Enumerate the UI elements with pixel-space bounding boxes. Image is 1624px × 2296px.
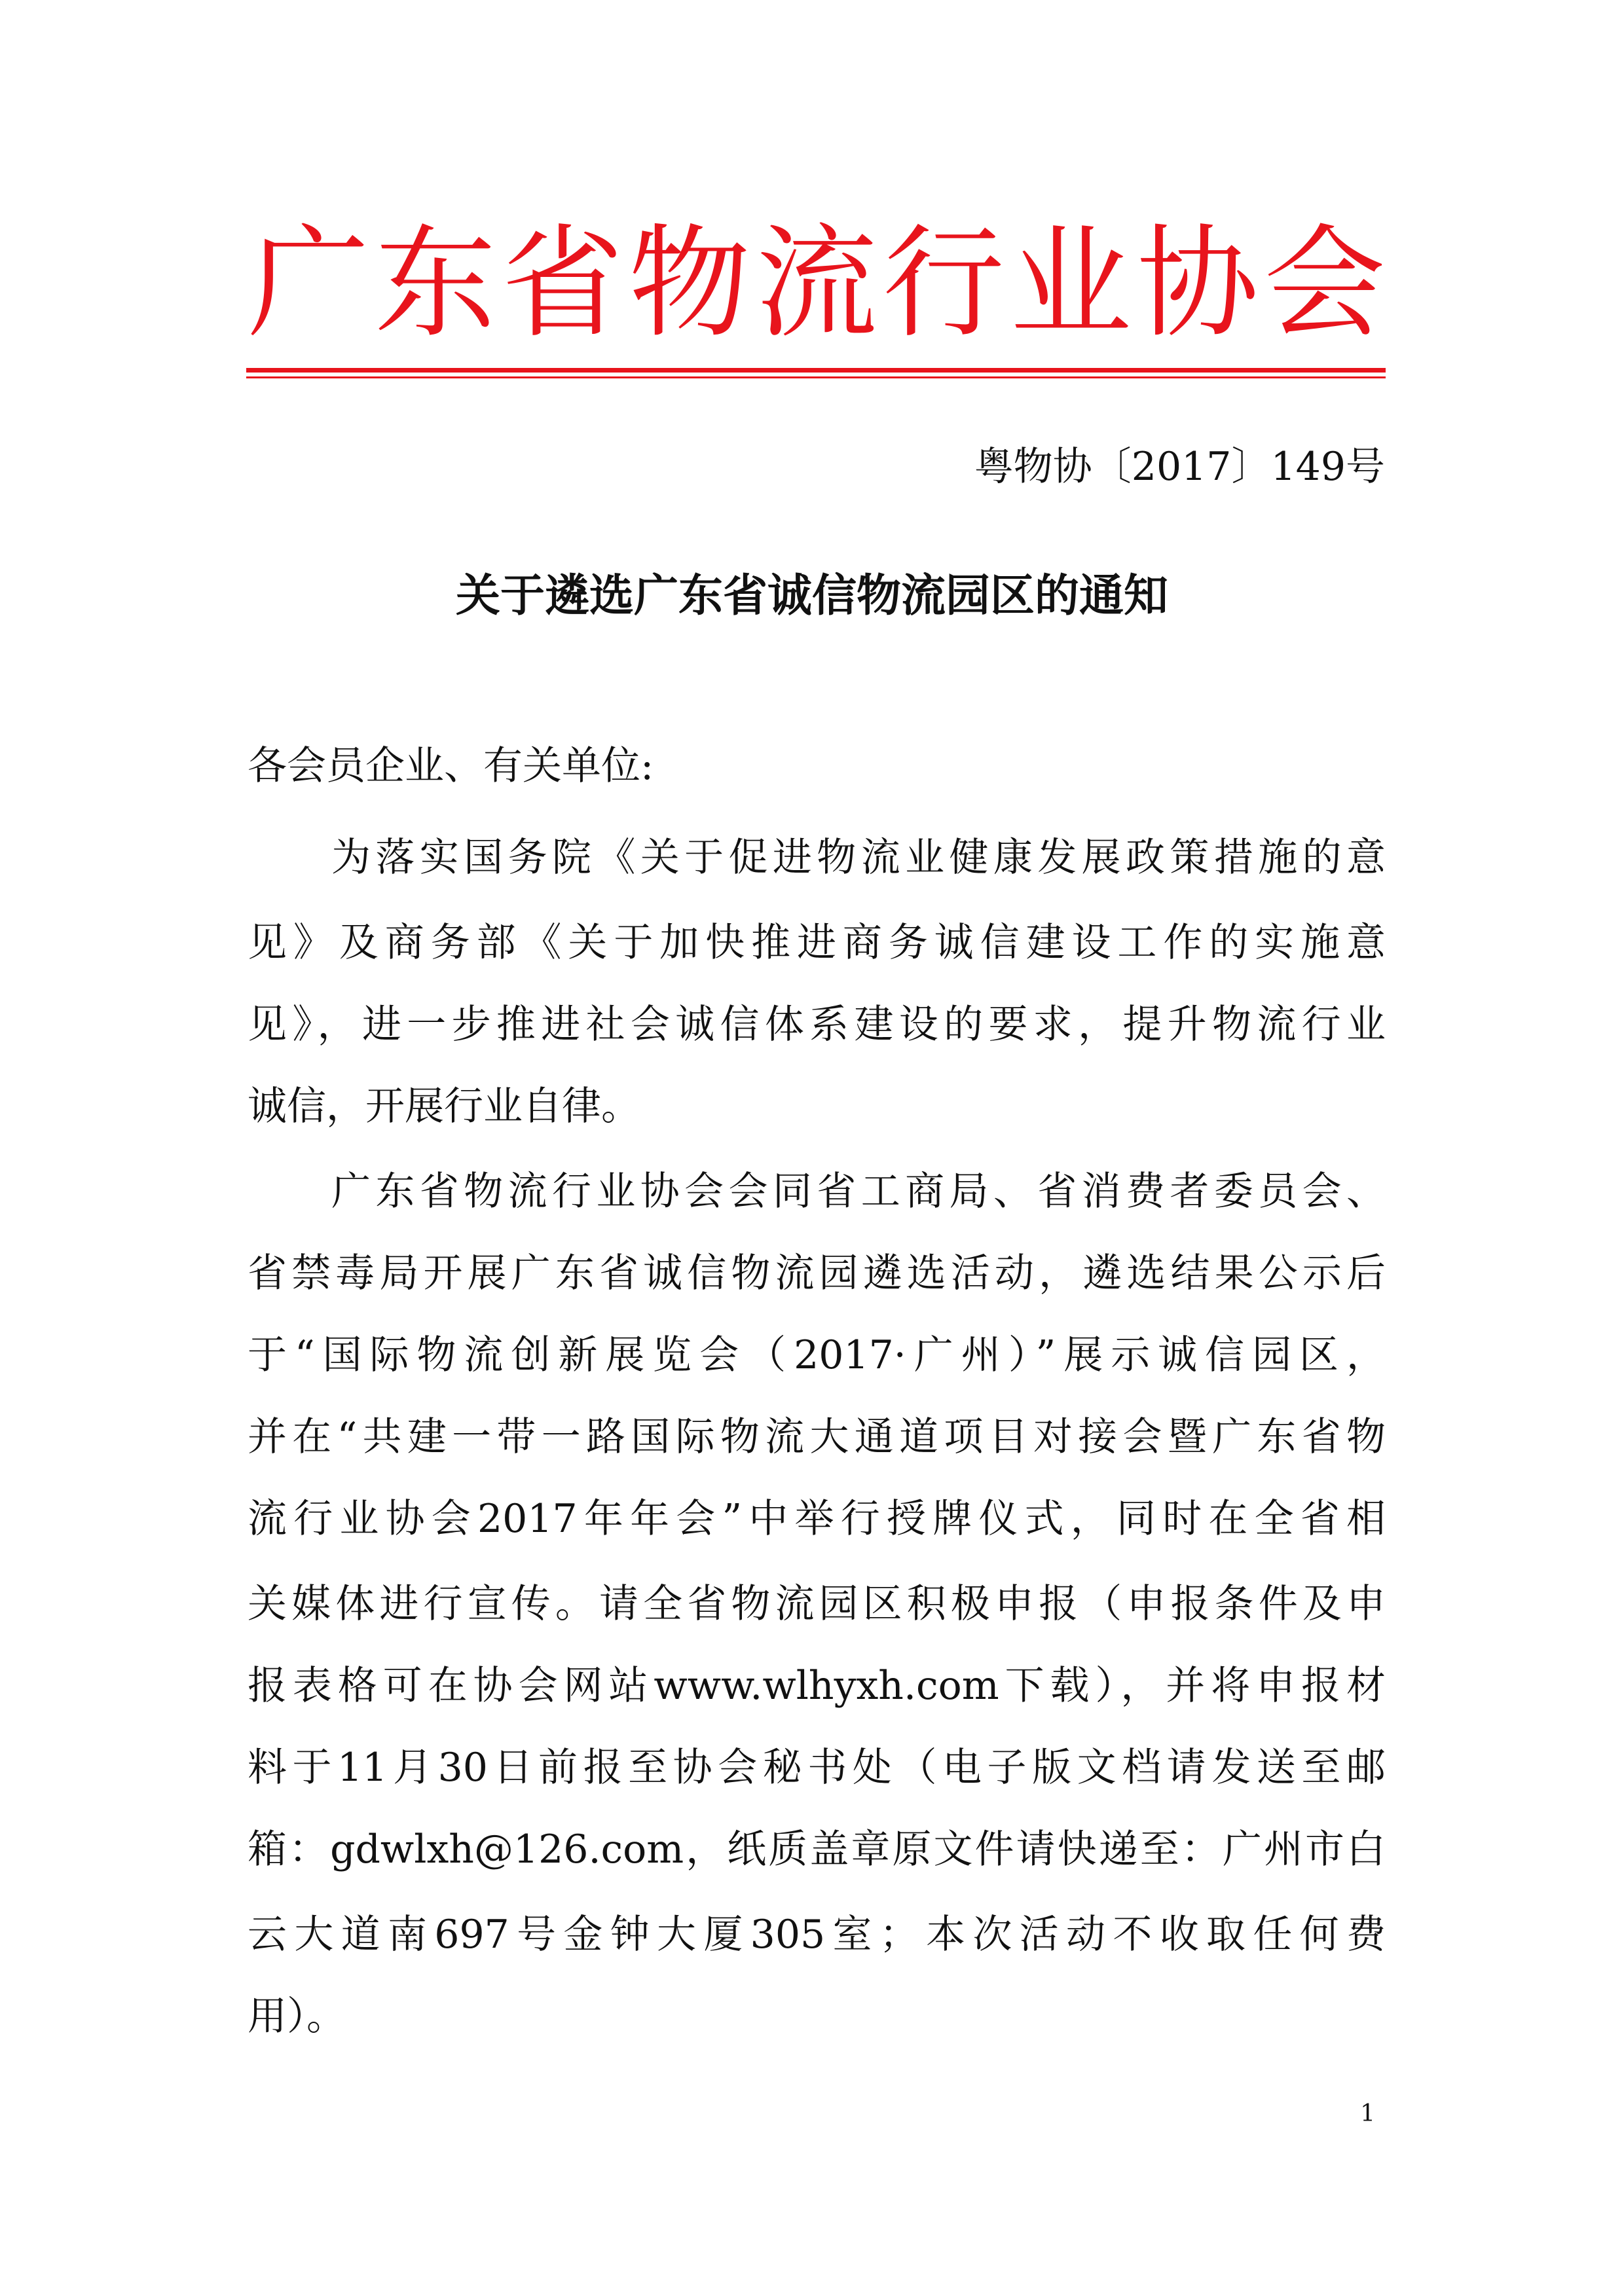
notice-title: 关于遴选广东省诚信物流园区的通知 [455,570,1168,622]
paragraph-2-line: 于“国际物流创新展览会（2017·广州）”展示诚信园区， [248,1332,1386,1378]
salutation: 各会员企业、有关单位: [248,743,654,789]
document-number: 粤物协〔2017〕149号 [974,444,1385,490]
paragraph-2-line: 用）。 [248,1994,346,2039]
paragraph-2-line: 料于11月30日前报至协会秘书处（电子版文档请发送至邮 [248,1745,1386,1791]
paragraph-2-line: 关媒体进行宣传。请全省物流园区积极申报（申报条件及申 [248,1581,1386,1627]
paragraph-2-line: 云大道南697号金钟大厦305室；本次活动不收取任何费 [248,1912,1386,1958]
paragraph-2-line: 箱：gdwlxh@126.com，纸质盖章原文件请快递至：广州市白 [248,1827,1386,1872]
paragraph-2-line: 并在“共建一带一路国际物流大通道项目对接会暨广东省物 [248,1414,1386,1460]
header-rule-thick [246,368,1386,373]
paragraph-1-line: 见》，进一步推进社会诚信体系建设的要求，提升物流行业 [248,1002,1386,1048]
header-rule-thin [246,376,1386,378]
organization-masthead: 广东省物流行业协会 [248,212,1392,354]
paragraph-2-line: 流行业协会2017年年会”中举行授牌仪式，同时在全省相 [248,1496,1386,1542]
paragraph-1-line: 诚信，开展行业自律。 [248,1084,640,1129]
paragraph-1-line: 为落实国务院《关于促进物流业健康发展政策措施的意 [331,835,1386,881]
paragraph-2-line: 广东省物流行业协会会同省工商局、省消费者委员会、 [331,1169,1386,1214]
paragraph-2-line: 省禁毒局开展广东省诚信物流园遴选活动，遴选结果公示后 [248,1250,1386,1296]
paragraph-2-line: 报表格可在协会网站www.wlhyxh.com下载），并将申报材 [248,1663,1386,1709]
paragraph-1-line: 见》及商务部《关于加快推进商务诚信建设工作的实施意 [248,920,1386,966]
page-number: 1 [1360,2100,1375,2127]
